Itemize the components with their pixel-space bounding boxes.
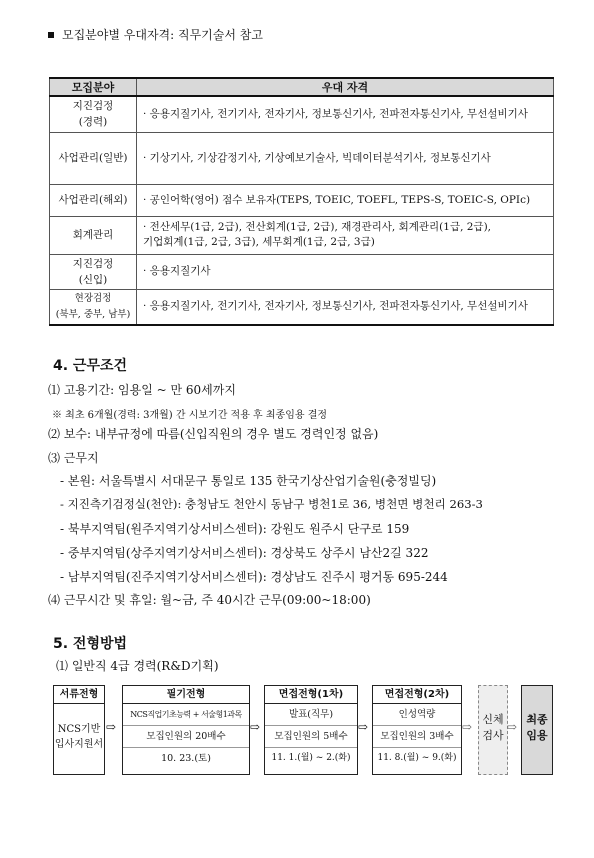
doc-screening-line1: NCS기반 [57, 724, 101, 735]
table-row [50, 96, 554, 132]
qual-cell: · 응용지질기사, 전기기사, 전자기사, 정보통신기사, 전파전자통신기사, 무선설비기사 [137, 96, 554, 132]
section5-title: 5. 전형방법 [53, 636, 128, 652]
flow-arrow-icon: ⇨ [462, 720, 473, 734]
workplace-heading: ⑶ 근무지 [48, 451, 99, 465]
interview1-date: 11. 1.(월) ~ 2.(화) [271, 753, 351, 763]
interview2-date: 11. 8.(월) ~ 9.(화) [377, 753, 457, 763]
workplace-item: - 남부지역팀(진주지역기상서비스센터): 경상남도 진주시 평거동 695-244 [60, 570, 448, 584]
field-cell: 사업관리(일반) [50, 132, 137, 184]
written-test-date: 10. 23.(토) [161, 753, 211, 764]
probation-note: ※ 최초 6개월(경력: 3개월) 간 시보기간 적용 후 최종임용 결정 [52, 410, 328, 421]
interview2-header: 면접전형(2차) [373, 686, 461, 704]
col-header-qual: 우대 자격 [137, 78, 554, 96]
written-test-ratio: 모집인원의 20배수 [123, 726, 249, 748]
physical-exam-line1: 신체 [482, 713, 504, 726]
field-cell: 사업관리(해외) [50, 184, 137, 216]
flow-arrow-icon: ⇨ [507, 720, 518, 734]
interview1-content: 발표(직무) [265, 704, 357, 726]
qual-cell: · 전산세무(1급, 2급), 전산회계(1급, 2급), 재경관리사, 회계관리(1급, 2급), 기업회계(1급, 2급, 3급), 세무회계(1급, 2급, 3급) [137, 216, 554, 254]
written-test-content: NCS직업기초능력 + 서술형1과목 [123, 704, 249, 726]
table-row [50, 289, 554, 325]
flow-arrow-icon: ⇨ [250, 720, 261, 734]
workplace-item: - 북부지역팀(원주지역기상서비스센터): 강원도 원주시 단구로 159 [60, 522, 410, 536]
table-row [50, 184, 554, 216]
interview2-box [372, 685, 462, 775]
interview2-ratio: 모집인원의 3배수 [373, 726, 461, 748]
flow-arrow-icon: ⇨ [358, 720, 369, 734]
section4-title: 4. 근무조건 [53, 358, 128, 374]
physical-exam-box [478, 685, 508, 775]
field-cell: 현장검정 (북부, 중부, 남부) [50, 289, 137, 325]
qual-cell: · 기상기사, 기상감정기사, 기상예보기술사, 빅데이터분석기사, 정보통신기사 [137, 132, 554, 184]
qual-cell: · 응용지질기사 [137, 254, 554, 289]
salary-line: ⑵ 보수: 내부규정에 따름(신입직원의 경우 별도 경력인정 없음) [48, 427, 379, 441]
col-header-field: 모집분야 [50, 78, 137, 96]
written-test-header: 필기전형 [123, 686, 249, 704]
interview1-header: 면접전형(1차) [265, 686, 357, 704]
square-bullet-icon [48, 32, 54, 38]
preference-table [49, 77, 554, 326]
table-header-row [50, 78, 554, 96]
physical-exam-line2: 검사 [482, 729, 504, 742]
employment-period: ⑴ 고용기간: 임용일 ~ 만 60세까지 [48, 383, 236, 397]
interview2-content: 인성역량 [373, 704, 461, 726]
preference-heading: 모집분야별 우대자격: 직무기술서 참고 [48, 26, 263, 43]
final-appointment-box [521, 685, 553, 775]
workplace-item: - 지진측기검정실(천안): 충청남도 천안시 동남구 병천1로 36, 병천면 병천리 263-3 [60, 497, 483, 511]
flow-arrow-icon: ⇨ [106, 720, 117, 734]
doc-screening-header: 서류전형 [54, 686, 104, 704]
doc-screening-box [53, 685, 105, 775]
qual-cell: · 응용지질기사, 전기기사, 전자기사, 정보통신기사, 전파전자통신기사, 무선설비기사 [137, 289, 554, 325]
doc-screening-line2: 입사지원서 [54, 739, 104, 750]
written-test-box [122, 685, 250, 775]
interview1-ratio: 모집인원의 5배수 [265, 726, 357, 748]
work-hours-line: ⑷ 근무시간 및 휴일: 월~금, 주 40시간 근무(09:00~18:00) [48, 593, 371, 607]
interview1-box [264, 685, 358, 775]
field-cell: 지진검정 (신입) [50, 254, 137, 289]
workplace-item: - 본원: 서울특별시 서대문구 통일로 135 한국기상산업기술원(충정빌딩) [60, 474, 437, 488]
track-subtitle: ⑴ 일반직 4급 경력(R&D기획) [56, 659, 219, 673]
final-appointment-line2: 임용 [526, 729, 548, 742]
qual-cell: · 공인어학(영어) 점수 보유자(TEPS, TOEIC, TOEFL, TEPS-S, TOEIC-S, OPIc) [137, 184, 554, 216]
table-row [50, 254, 554, 289]
workplace-item: - 중부지역팀(상주지역기상서비스센터): 경상북도 상주시 남산2길 322 [60, 546, 429, 560]
table-row [50, 132, 554, 184]
field-cell: 지진검정 (경력) [50, 96, 137, 132]
table-row [50, 216, 554, 254]
field-cell: 회계관리 [50, 216, 137, 254]
final-appointment-line1: 최종 [526, 713, 548, 726]
